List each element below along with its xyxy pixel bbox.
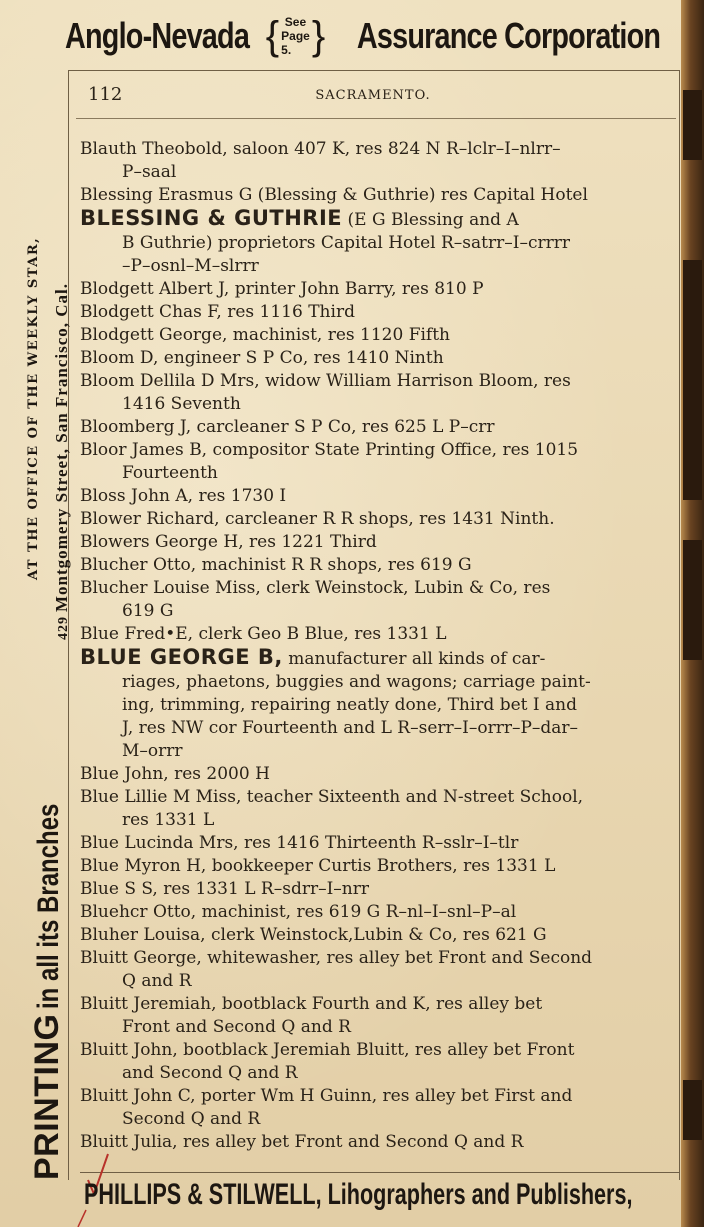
entry-first-line [80,184,676,207]
printing-tagline: in all its Branches [32,803,65,1010]
right-brace-icon: } [311,14,326,58]
directory-entry [80,324,676,347]
entry-continuation-line [80,600,676,623]
see-label: See [284,15,307,29]
entry-first-line [80,301,676,324]
entry-first-line [80,878,676,901]
directory-entry [80,1131,676,1154]
entry-text: 619 G [122,601,174,621]
entry-text: J, res NW cor Fourteenth and L R–serr–I–orrr–P–dar– [122,718,579,738]
page-heading [78,82,678,110]
footer-advertisement [84,1178,684,1218]
directory-entry [80,623,676,646]
see-page-label: Page 5. [281,29,310,57]
entry-text: Q and R [122,971,192,991]
entry-continuation-line [80,717,676,740]
directory-entry [80,278,676,301]
page-city: SACRAMENTO. [315,88,431,103]
binding-edge [681,0,704,1227]
entry-text: P–saal [122,162,177,182]
directory-entry [80,508,676,531]
directory-entry [80,993,676,1039]
entry-bold-name: BLESSING & GUTHRIE [80,206,343,230]
entry-continuation-line [80,1062,676,1085]
directory-entry [80,184,676,207]
edge-band [683,540,702,660]
entry-continuation-line [80,255,676,278]
entry-first-line [80,508,676,531]
directory-entry [80,485,676,508]
entry-first-line [80,947,676,970]
entry-first-line [80,416,676,439]
entry-text: and Second Q and R [122,1063,298,1083]
entry-first-line [80,901,676,924]
entry-first-line [80,1131,676,1154]
entry-text: res 1331 L [122,810,215,830]
entry-text: Blower Richard, carcleaner R R shops, res 1431 Ninth. [80,509,555,529]
entry-text: Blue Lucinda Mrs, res 1416 Thirteenth R–sslr–I–tlr [80,833,519,853]
entry-continuation-line [80,462,676,485]
frame-bottom-rule [80,1172,680,1173]
address-advertisement [52,283,72,640]
entry-text: Blue Fred•E, clerk Geo B Blue, res 1331 L [80,624,447,644]
entry-first-line [80,832,676,855]
frame-top-rule [68,70,680,71]
entry-text: riages, phaetons, buggies and wagons; carriage paint- [122,672,591,692]
header-right-text: Assurance Corporation [357,15,661,56]
entry-first-line [80,623,676,646]
entry-text: Bloom Dellila D Mrs, widow William Harrison Bloom, res [80,371,571,391]
entry-first-line [80,278,676,301]
entry-text: M–orrr [122,741,183,761]
directory-entry [80,347,676,370]
directory-entry [80,370,676,416]
directory-entry [80,878,676,901]
directory-entry [80,901,676,924]
entry-first-line [80,207,676,232]
entry-first-line [80,993,676,1016]
directory-entry [80,439,676,485]
entry-text: Blue Lillie M Miss, teacher Sixteenth and N-street School, [80,787,584,807]
entry-text: Bloor James B, compositor State Printing Office, res 1015 [80,440,579,460]
directory-entry [80,301,676,324]
entry-first-line [80,855,676,878]
entry-continuation-line [80,671,676,694]
entry-text: Blodgett George, machinist, res 1120 Fifth [80,325,451,345]
entry-text: Blodgett Chas F, res 1116 Third [80,302,355,322]
heading-rule [76,118,676,119]
printing-word: PRINTING [28,1013,66,1180]
entry-first-line [80,370,676,393]
entry-text: Blucher Otto, machinist R R shops, res 619 G [80,555,472,575]
directory-entry [80,416,676,439]
entry-text: Blowers George H, res 1221 Third [80,532,377,552]
edge-band [683,260,702,500]
directory-entry [80,207,676,278]
entry-first-line [80,439,676,462]
entry-text: Bloss John A, res 1730 I [80,486,287,506]
entry-first-line [80,1085,676,1108]
entry-first-line [80,786,676,809]
entry-text: Bloom D, engineer S P Co, res 1410 Ninth [80,348,444,368]
entry-first-line [80,554,676,577]
entry-text: Blodgett Albert J, printer John Barry, res 810 P [80,279,484,299]
directory-entry [80,786,676,832]
entry-text: Bluitt John, bootblack Jeremiah Bluitt, res alley bet Front [80,1040,575,1060]
entry-first-line [80,1039,676,1062]
address-number: 429 [56,616,71,640]
entry-text: Bluitt John C, porter Wm H Guinn, res alley bet First and [80,1086,573,1106]
entry-text: Bluitt Jeremiah, bootblack Fourth and K, res alley bet [80,994,543,1014]
entry-text: Blue Myron H, bookkeeper Curtis Brothers, res 1331 L [80,856,556,876]
footer-text: PHILLIPS & STILWELL, Lihographers and Publishers, [84,1178,633,1211]
entry-first-line [80,324,676,347]
entry-text: ing, trimming, repairing neatly done, Third bet I and [122,695,577,715]
directory-entry [80,832,676,855]
entry-continuation-line [80,1108,676,1131]
left-brace-icon: { [265,14,280,58]
page-number: 112 [88,84,123,105]
entry-text: 1416 Seventh [122,394,241,414]
address-street: Montgomery Street, San Francisco, Cal. [52,283,71,612]
header-left-text: Anglo-Nevada [64,15,249,56]
entry-first-line [80,924,676,947]
entry-text: Front and Second Q and R [122,1017,351,1037]
entry-continuation-line [80,694,676,717]
entry-text: Blue S S, res 1331 L R–sdrr–I–nrr [80,879,369,899]
entry-first-line [80,347,676,370]
printing-advertisement [28,752,67,1180]
entry-text: Bloomberg J, carcleaner S P Co, res 625 L P–crr [80,417,495,437]
directory-entry [80,1039,676,1085]
directory-entry [80,763,676,786]
directory-entry [80,138,676,184]
entry-text: Bluher Louisa, clerk Weinstock,Lubin & Co, res 621 G [80,925,547,945]
directory-entry [80,531,676,554]
entry-continuation-line [80,161,676,184]
edge-band [683,90,702,160]
directory-entry [80,646,676,763]
directory-entry [80,577,676,623]
entry-first-line [80,646,676,671]
entry-first-line [80,485,676,508]
entry-continuation-line [80,1016,676,1039]
directory-entry [80,924,676,947]
entry-first-line [80,531,676,554]
office-advertisement: AT THE OFFICE OF THE WEEKLY STAR, [26,236,41,580]
directory-entry [80,855,676,878]
entry-text: Blessing Erasmus G (Blessing & Guthrie) res Capital Hotel [80,185,588,205]
entry-continuation-line [80,232,676,255]
entry-text: Blucher Louise Miss, clerk Weinstock, Lubin & Co, res [80,578,551,598]
entry-text: (E G Blessing and A [342,210,519,230]
directory-entry [80,554,676,577]
directory-entry [80,947,676,993]
entry-continuation-line [80,809,676,832]
entry-first-line [80,138,676,161]
edge-band [683,1080,702,1140]
entry-text: Second Q and R [122,1109,261,1129]
entry-text: Bluehcr Otto, machinist, res 619 G R–nl–I–snl–P–al [80,902,517,922]
directory-entry [80,1085,676,1131]
entry-continuation-line [80,740,676,763]
entry-continuation-line [80,393,676,416]
entry-first-line [80,577,676,600]
entry-first-line [80,763,676,786]
entry-text: –P–osnl–M–slrrr [122,256,259,276]
see-page-reference [266,15,325,57]
entry-text: Bluitt Julia, res alley bet Front and Second Q and R [80,1132,524,1152]
entry-continuation-line [80,970,676,993]
entry-text: Blauth Theobold, saloon 407 K, res 824 N R–lclr–I–nlrr– [80,139,561,159]
entry-text: Bluitt George, whitewasher, res alley bet Front and Second [80,948,593,968]
entry-text: B Guthrie) proprietors Capital Hotel R–satrr–I–crrrr [122,233,570,253]
directory-entries [80,138,676,1154]
frame-right-rule [679,70,680,1180]
entry-text: Blue John, res 2000 H [80,764,270,784]
header-advertisement [64,8,670,64]
entry-text: Fourteenth [122,463,218,483]
entry-text: manufacturer all kinds of car- [282,649,546,669]
entry-bold-name: BLUE GEORGE B, [80,645,283,669]
